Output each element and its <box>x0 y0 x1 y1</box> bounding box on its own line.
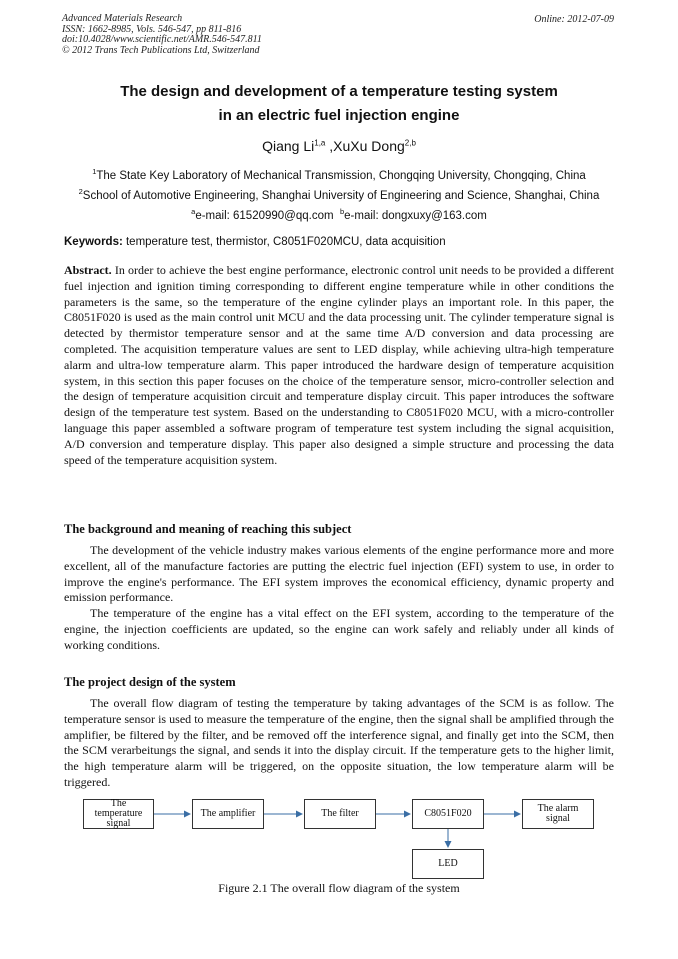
title-line-2: in an electric fuel injection engine <box>218 107 460 124</box>
keywords-label: Keywords: <box>64 236 123 248</box>
author-1-affiliation: 1,a <box>314 138 326 148</box>
email-b: e-mail: dongxuxy@163.com <box>344 209 487 222</box>
diagram-box-led: LED <box>412 849 484 879</box>
journal-doi: doi:10.4028/www.scientific.net/AMR.546-547.811 <box>62 34 262 46</box>
author-emails: $^a$e-mail: 61520990@qq.com $^b$e-mail: dongxuxy@163.com <box>191 206 487 222</box>
online-date: Online: 2012-07-09 <box>534 14 614 25</box>
email-a: e-mail: 61520990@qq.com <box>195 209 334 222</box>
figure-caption: Figure 2.1 The overall flow diagram of the system <box>218 881 460 895</box>
section-heading-project-design: The project design of the system <box>64 675 236 689</box>
diagram-box-temperature-signal: The temperature signal <box>83 799 154 829</box>
journal-name: Advanced Materials Research <box>62 13 183 24</box>
diagram-box-filter: The filter <box>304 799 376 829</box>
diagram-box-amplifier: The amplifier <box>192 799 264 829</box>
author-2: ,XuXu Dong <box>325 138 405 154</box>
section-heading-background: The background and meaning of reaching this subject <box>64 522 352 536</box>
title-line-1: The design and development of a temperature testing system <box>120 83 558 100</box>
abstract-text: In order to achieve the best engine performance, electronic control unit needs to be provided a different fuel injection and ignition timing corresponding to different engine temperature while in other conditions the parameters is the same, so the temperature of the engine cylinder plays an important role. In this paper, the C8051F020 is used as the main control unit MCU and the data processing unit. The cylinder temperature signal is detected by thermistor temperature sensor and at the same time A/D conversion and data processing are completed. The acquisition temperature values are sent to LED display, while achieving ultra-high temperature alarm and ultra-low temperature alarm. This paper introduced the hardware design of temperature acquisition system, in this section this paper focuses on the choice of the temperature sensor, micro-controller selection and the design of temperature acquisition circuit and temperature display circuit. This paper introduces the software design of the temperature test system. Based on the understanding to C8051F020 MCU, with a micro-controller language this paper assembled a software program of temperature test system including the signal acquisition, A/D conversion and temperature display. This paper also designed a simple structure and processing the data speed of the temperature acquisition system. <box>64 263 614 467</box>
diagram-box-alarm-signal: The alarm signal <box>522 799 594 829</box>
journal-issn: ISSN: 1662-8985, Vols. 546-547, pp 811-816 <box>62 23 242 35</box>
diagram-box-mcu: C8051F020 <box>412 799 484 829</box>
paragraph: The overall flow diagram of testing the temperature by taking advantages of the SCM is as follow. The temperature sensor is used to measure the temperature of the engine, then the signal shall be amplified through the amplifier, be filtered by the filter, and be removed off the interference signal, and finally get into the SCM, then the SCM verarbeitungs the signal, and sends it into the display circuit. If the temperature gets to the higher limit, the high temperature alarm will be triggered, on the opposite situation, the low temperature alarm will be triggered. <box>64 696 614 789</box>
paragraph: The temperature of the engine has a vital effect on the EFI system, according to the temperature of the engine, the injection coefficients are updated, so the engine can work safely and reliably under all kinds of working conditions. <box>64 606 614 652</box>
author-2-affiliation: 2,b <box>404 138 416 148</box>
affiliation-1: $^1$The State Key Laboratory of Mechanical Transmission, Chongqing University, Chongqing, China <box>92 167 586 182</box>
journal-copyright: © 2012 Trans Tech Publications Ltd, Switzerland <box>62 44 260 56</box>
author-1: Qiang Li <box>262 138 315 154</box>
paragraph: The development of the vehicle industry makes various elements of the engine performance more and more excellent, all of the manufacture factories are putting the electric fuel injection (EFI) system to use, in order to improve the engine's performance. The EFI system improves the economical efficiency, dynamic property and emission performance. <box>64 543 614 605</box>
affiliation-2: $^2$School of Automotive Engineering, Shanghai University of Engineering and Science, Shanghai, China <box>78 186 600 202</box>
keywords-text: temperature test, thermistor, C8051F020MCU, data acquisition <box>122 236 446 248</box>
abstract-label: Abstract. <box>64 263 112 277</box>
